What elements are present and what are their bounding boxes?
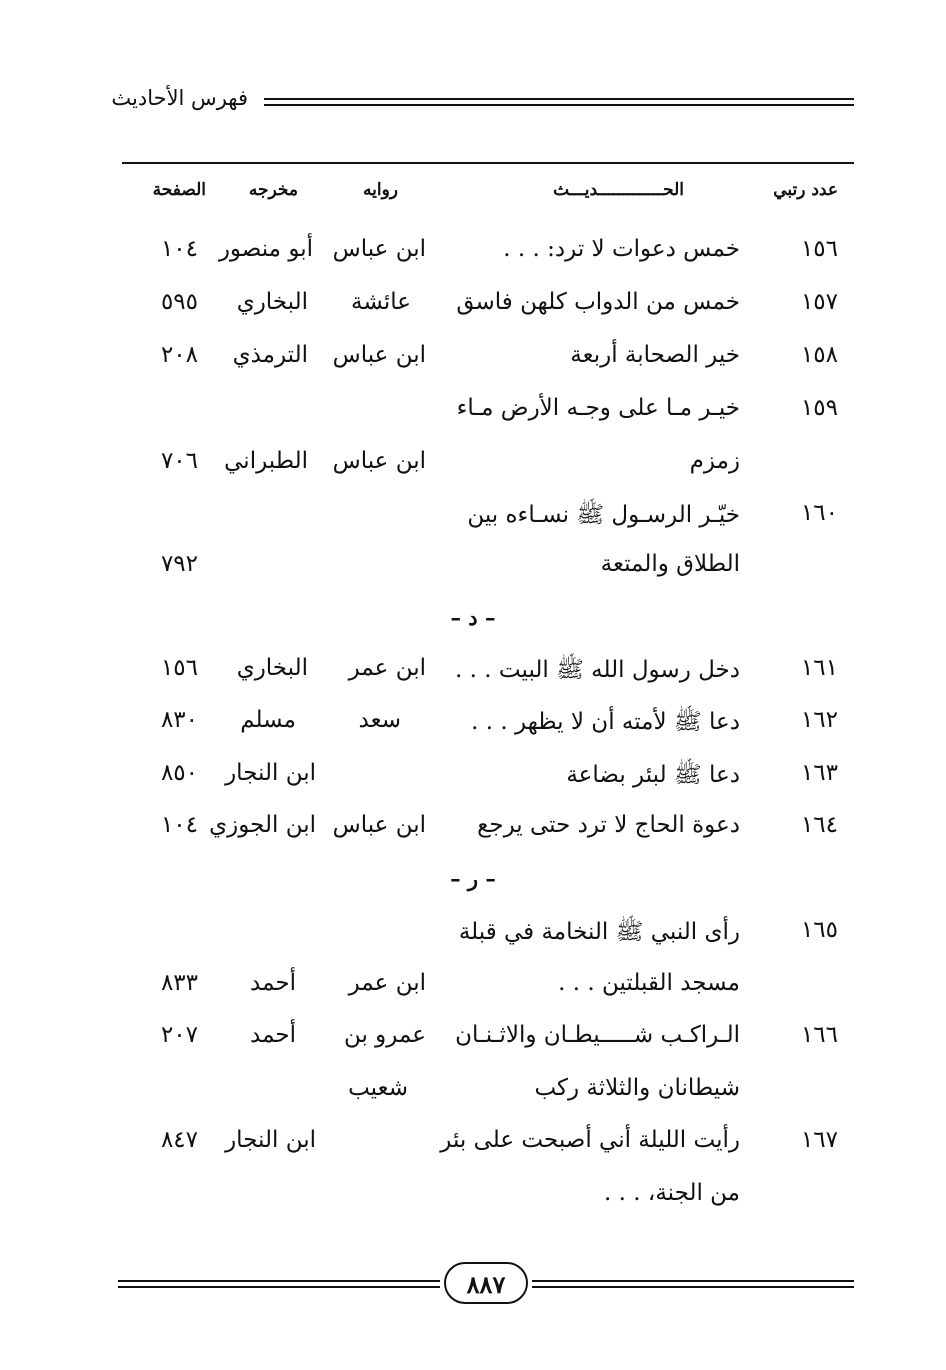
hadith-text: خمس دعوات لا ترد: . . . xyxy=(503,236,740,262)
section-letter-ra: – ر – xyxy=(450,866,496,891)
hadith-text: خمس من الدواب كلهن فاسق xyxy=(456,289,740,315)
page-ref: ٨٣٠ xyxy=(160,707,198,733)
source: ابن النجار xyxy=(225,1127,316,1153)
hadith-text-continued: الطلاق والمتعة xyxy=(600,551,740,577)
source: مسلم xyxy=(240,707,296,733)
narrator: ابن عباس xyxy=(332,448,426,474)
hadith-text: خيـر مـا على وجـه الأرض مـاء xyxy=(456,395,740,421)
narrator: ابن عباس xyxy=(332,236,426,262)
page-number: ٨٨٧ xyxy=(444,1262,528,1304)
narrator: ابن عباس xyxy=(332,812,426,838)
row-number: ١٦٦ xyxy=(800,1022,838,1048)
column-header-source: مخرجه xyxy=(248,180,298,200)
source: الترمذي xyxy=(232,342,308,368)
source: أحمد xyxy=(250,1022,296,1048)
row-number: ١٥٨ xyxy=(800,342,838,368)
row-number: ١٥٧ xyxy=(800,289,838,315)
hadith-text: خيّـر الرسـول ﷺ نسـاءه بين xyxy=(467,502,740,528)
footer-rule-left-second xyxy=(118,1286,440,1288)
running-title: فهرس الأحاديث xyxy=(111,86,248,110)
hadith-text: دعا ﷺ لبئر بضاعة xyxy=(566,762,740,788)
page-footer xyxy=(118,1262,854,1312)
source: ابن الجوزي xyxy=(209,812,316,838)
narrator: سعد xyxy=(358,707,401,733)
source: البخاري xyxy=(236,655,308,681)
hadith-text: رأى النبي ﷺ النخامة في قبلة xyxy=(458,919,740,945)
row-number: ١٦٤ xyxy=(800,812,838,838)
page-ref: ٨٣٣ xyxy=(160,970,198,996)
hadith-text: الـراكـب شـــــيطـان والاثـنـان xyxy=(455,1022,740,1048)
hadith-text: خير الصحابة أربعة xyxy=(570,342,740,368)
narrator: عائشة xyxy=(351,289,411,315)
row-number: ١٦٠ xyxy=(800,500,838,526)
hadith-text: دعوة الحاج لا ترد حتى يرجع xyxy=(477,812,740,838)
narrator: ابن عمر xyxy=(348,970,426,996)
row-number: ١٦٣ xyxy=(800,760,838,786)
page-ref: ٧٩٢ xyxy=(160,551,198,577)
page-ref: ٨٥٠ xyxy=(160,760,198,786)
hadith-text-continued: مسجد القبلتين . . . xyxy=(558,970,740,996)
row-number: ١٥٦ xyxy=(800,236,838,262)
source: الطبراني xyxy=(224,448,308,474)
hadith-text: رأيت الليلة أني أصبحت على بئر xyxy=(440,1127,740,1153)
narrator: عمرو بن xyxy=(343,1022,426,1048)
hadith-text: دخل رسول الله ﷺ البيت . . . xyxy=(455,657,740,683)
column-header-page: الصفحة xyxy=(152,180,206,200)
column-header-narrator: روايه xyxy=(363,180,398,200)
row-number: ١٦٧ xyxy=(800,1127,838,1153)
hadith-text-continued: من الجنة، . . . xyxy=(604,1180,740,1206)
narrator-continued: شعيب xyxy=(348,1075,408,1101)
narrator: ابن عمر xyxy=(348,655,426,681)
table-top-rule xyxy=(122,162,854,164)
footer-rule-left xyxy=(118,1280,440,1282)
row-number: ١٦١ xyxy=(800,655,838,681)
source: أبو منصور xyxy=(218,236,313,262)
hadith-text-continued: زمزم xyxy=(689,448,740,474)
column-header-hadith: الحـــــــــــــديـــث xyxy=(553,180,684,200)
narrator: ابن عباس xyxy=(332,342,426,368)
row-number: ١٦٢ xyxy=(800,707,838,733)
hadith-text-continued: شيطانان والثلاثة ركب xyxy=(534,1075,740,1101)
page-ref: ٧٠٦ xyxy=(160,448,198,474)
page-ref: ٥٩٥ xyxy=(160,289,198,315)
section-letter-dal: – د – xyxy=(450,605,496,630)
row-number: ١٥٩ xyxy=(800,395,838,421)
row-number: ١٦٥ xyxy=(800,917,838,943)
hadith-text: دعا ﷺ لأمته أن لا يظهر . . . xyxy=(471,709,740,735)
page-ref: ٢٠٧ xyxy=(160,1022,198,1048)
footer-rule-right-second xyxy=(532,1286,854,1288)
footer-rule-right xyxy=(532,1280,854,1282)
page-ref: ١٠٤ xyxy=(160,236,198,262)
source: ابن النجار xyxy=(225,760,316,786)
page-ref: ١٥٦ xyxy=(160,655,198,681)
page-ref: ١٠٤ xyxy=(160,812,198,838)
column-header-number: عدد رتبي xyxy=(773,180,838,200)
page-ref: ٢٠٨ xyxy=(160,342,198,368)
source: البخاري xyxy=(236,289,308,315)
source: أحمد xyxy=(250,970,296,996)
page-ref: ٨٤٧ xyxy=(160,1127,198,1153)
